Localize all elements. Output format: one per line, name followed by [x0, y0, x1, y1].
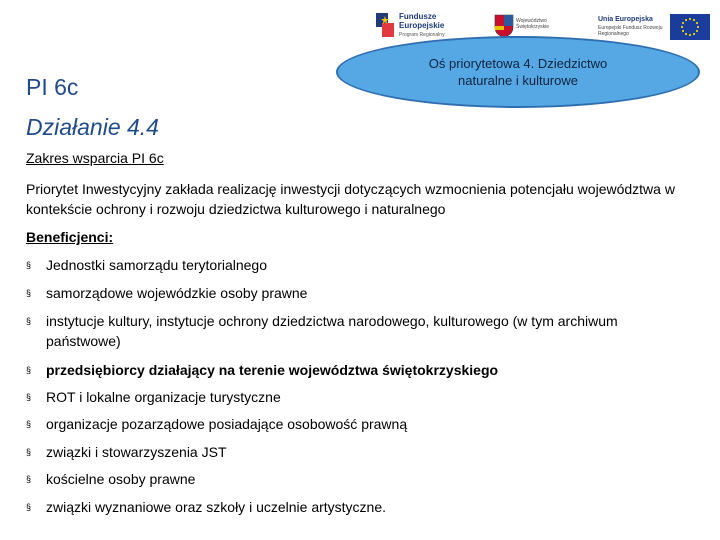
crest-shield-icon [494, 14, 514, 38]
list-item [26, 387, 686, 407]
list-item [26, 311, 686, 351]
fundusze-star-icon [376, 13, 394, 39]
list-item [26, 469, 686, 489]
fundusze-line3: Program Regionalny [399, 32, 445, 38]
list-item-text: organizacje pozarządowe posiadające osobowość prawną [46, 416, 408, 432]
bullet-icon: § [26, 474, 32, 484]
title-line2: Działanie 4.4 [26, 114, 159, 140]
bullet-icon: § [26, 447, 32, 457]
list-item-text: kościelne osoby prawne [46, 471, 196, 487]
bullet-icon: § [26, 316, 32, 326]
list-item [26, 442, 686, 462]
list-item-text: Jednostki samorządu terytorialnego [46, 257, 268, 273]
bullet-icon: § [26, 502, 32, 512]
list-item [26, 283, 686, 303]
section-heading: Zakres wsparcia PI 6c [26, 150, 164, 166]
list-item-text: związki wyznaniowe oraz szkoły i uczelnie artystyczne. [46, 499, 387, 515]
list-item-text: związki i stowarzyszenia JST [46, 444, 227, 460]
eu-line1: Unia Europejska [598, 16, 653, 23]
bullet-icon: § [26, 419, 32, 429]
fundusze-line1: Fundusze [399, 12, 437, 21]
list-item [26, 360, 686, 380]
list-item [26, 497, 686, 517]
eu-line2: Europejski Fundusz Rozwoju Regionalnego [598, 25, 663, 37]
bullet-icon: § [26, 365, 32, 375]
list-item-text: przedsiębiorcy działający na terenie województwa świętokrzyskiego [46, 362, 499, 378]
list-item-text: ROT i lokalne organizacje turystyczne [46, 389, 281, 405]
region-logo-text: Województwo Świętokrzyskie [516, 18, 550, 30]
priority-axis-badge [336, 36, 700, 108]
priority-description: Priorytet Inwestycyjny zakłada realizację inwestycji dotyczących wzmocnienia potencjału województwa w kontekście ochrony i rozwoju dziedzictwa kulturowego i naturalnego [26, 181, 675, 217]
bullet-icon: § [26, 392, 32, 402]
bullet-icon: § [26, 288, 32, 298]
badge-text: Oś priorytetowa 4. Dziedzictwo naturalne i kulturowe [428, 56, 608, 88]
list-item [26, 255, 686, 275]
title-line1: PI 6c [26, 74, 79, 100]
list-item [26, 414, 686, 434]
list-item-text: samorządowe wojewódzkie osoby prawne [46, 285, 308, 301]
beneficiaries-heading: Beneficjenci: [26, 229, 114, 245]
fundusze-line2: Europejskie [399, 21, 445, 30]
eu-flag-icon [670, 14, 710, 40]
bullet-icon: § [26, 260, 32, 270]
list-item-text: instytucje kultury, instytucje ochrony dziedzictwa narodowego, kulturowego (w tym archiwum państwowe) [46, 313, 618, 349]
